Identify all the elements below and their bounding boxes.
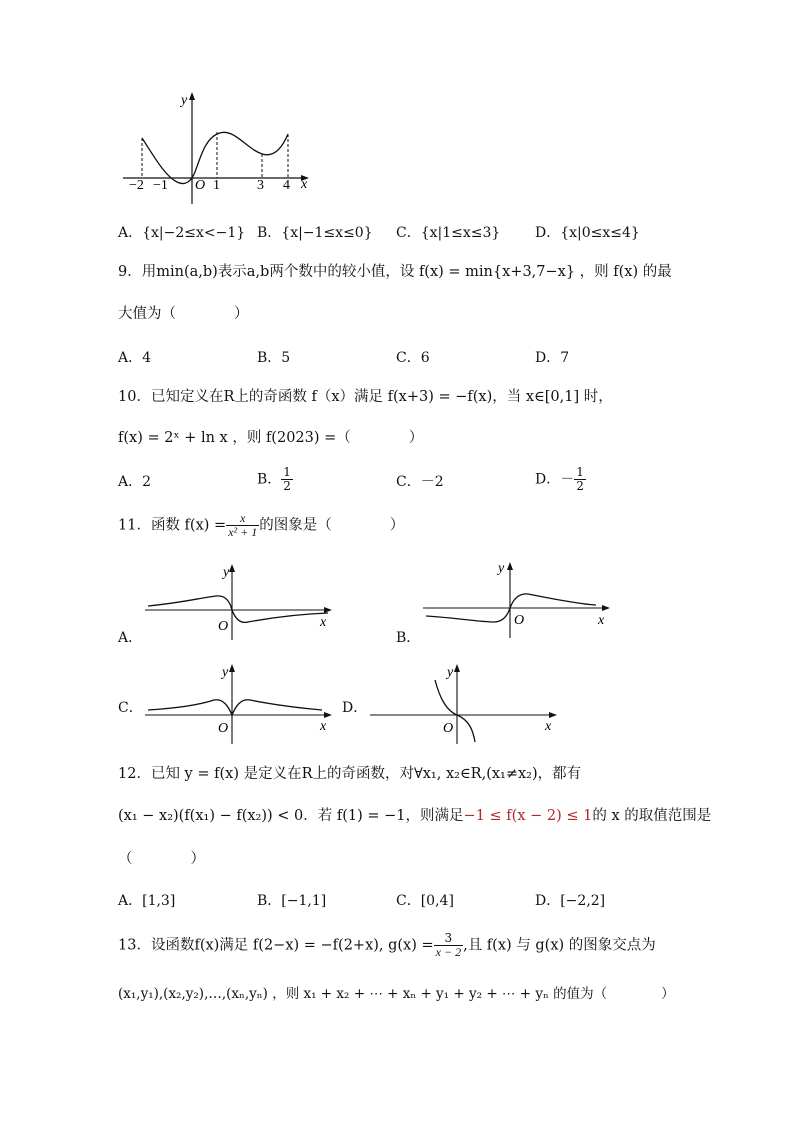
numerator: 1 [283,465,291,479]
tick-label-1: 1 [213,178,220,193]
q10-option-b[interactable] [257,466,293,493]
axis-label-x: x [320,615,327,630]
q10-option-c[interactable]: C．－2 [396,474,444,490]
numerator: 1 [576,465,584,479]
fraction-half [281,466,293,493]
q9-option-d[interactable]: D．7 [535,350,570,366]
q9-stem-line2: 大值为（ ） [118,306,249,322]
q11-graph-a [140,560,340,640]
q10-stem-line1: 10．已知定义在R上的奇函数 f（x）满足 f(x+3) = −f(x)，当 x∈[0,1] 时， [118,389,613,405]
origin-label: O [443,721,454,736]
tick-label-minus2: −2 [129,178,144,193]
x-axis-arrow [324,607,332,613]
axis-label-x: x [301,177,308,192]
origin-label: O [514,613,525,628]
q10-option-d[interactable] [535,466,586,493]
q11-option-a[interactable]: A． [118,630,143,646]
axis-label-y: y [447,665,454,680]
y-axis-arrow [454,664,460,672]
q9-option-c[interactable]: C．6 [396,350,430,366]
x-axis-arrow [549,712,557,718]
y-axis-arrow [507,562,513,570]
q13-fraction [434,932,463,959]
q12-option-c[interactable]: C．[0,4] [396,893,454,909]
function-curve [148,596,328,622]
option-letter: D．－ [535,471,575,488]
function-curve [142,132,288,183]
q12-stem-line3: （ ） [118,851,205,867]
q12-option-a[interactable]: A．[1,3] [118,893,176,909]
axis-label-y: y [498,561,505,576]
q11-stem-prefix: 11．函数 f(x) = [118,517,227,534]
q8-function-graph [115,92,315,202]
axis-label-x: x [545,719,552,734]
denominator: x − 2 [435,945,462,959]
q11-stem-suffix: 的图象是（ ） [259,517,405,534]
q9-option-a[interactable]: A．4 [118,350,152,366]
q12-stem-line1: 12．已知 y = f(x) 是定义在R上的奇函数，对∀x₁, x₂∈R,(x₁≠x₂)，都有 [118,766,582,782]
y-axis-arrow [189,92,195,100]
option-letter: B． [257,471,282,488]
q11-stem [118,512,404,539]
fraction-half [574,466,586,493]
origin-label: O [218,619,229,634]
q8-option-b[interactable]: B．{x|−1≤x≤0} [257,225,373,241]
y-axis-arrow [229,664,235,672]
numerator: 3 [434,932,463,946]
function-curve [435,680,475,742]
q13-stem-suffix: ,且 f(x) 与 g(x) 的图象交点为 [463,937,656,954]
q9-option-b[interactable]: B．5 [257,350,291,366]
numerator: x [226,512,259,526]
q11-option-b[interactable]: B． [396,630,421,646]
q12-option-b[interactable]: B．[−1,1] [257,893,327,909]
tick-label-minus1: −1 [153,178,168,193]
tick-label-4: 4 [283,178,290,193]
q11-graph-c [140,660,340,742]
q9-stem-line1: 9．用min(a,b)表示a,b两个数中的较小值，设 f(x) = min{x+3,7−x} ，则 f(x) 的最 [118,264,672,280]
q11-graph-d [365,660,565,742]
axis-label-y: y [181,93,188,108]
denominator: 2 [283,479,291,493]
q12-question: 的 x 的取值范围是 [592,808,712,824]
axis-label-y: y [222,665,229,680]
origin-label: O [218,721,229,736]
q8-option-d[interactable]: D．{x|0≤x≤4} [535,225,640,241]
q11-option-c[interactable]: C． [118,700,143,716]
q10-option-a[interactable]: A．2 [118,474,152,490]
denominator: x² + 1 [228,525,258,539]
x-axis-arrow [324,712,332,718]
q12-condition: (x₁ − x₂)(f(x₁) − f(x₂)) < 0．若 f(1) = −1，则满足 [118,808,464,824]
origin-label: O [195,178,206,193]
q12-stem-line2 [118,806,711,826]
q12-option-d[interactable]: D．[−2,2] [535,893,606,909]
q8-option-a[interactable]: A．{x|−2≤x<−1} [118,225,246,241]
y-axis-arrow [229,564,235,572]
q11-fraction [226,512,259,539]
q10-stem-line2: f(x) = 2ˣ + ln x ，则 f(2023) =（ ） [118,430,424,446]
denominator: 2 [576,479,584,493]
x-axis-arrow [602,605,610,611]
axis-label-y: y [223,565,230,580]
axis-label-x: x [598,613,605,628]
q12-inequality-highlight: −1 ≤ f(x − 2) ≤ 1 [463,808,593,824]
q13-stem-line2: (x₁,y₁),(x₂,y₂),…,(xₙ,yₙ) ，则 x₁ + x₂ + ⋯ + xₙ + y₁ + y₂ + ⋯ + yₙ 的值为（ ） [118,986,675,1002]
function-curve [148,700,322,715]
q8-option-c[interactable]: C．{x|1≤x≤3} [396,225,501,241]
q13-stem-prefix: 13．设函数f(x)满足 f(2−x) = −f(2+x), g(x) = [118,937,434,954]
q13-stem-line1 [118,932,656,959]
axis-label-x: x [320,719,327,734]
tick-label-3: 3 [257,178,264,193]
q11-graph-b [418,558,618,638]
q11-option-d[interactable]: D． [342,700,368,716]
